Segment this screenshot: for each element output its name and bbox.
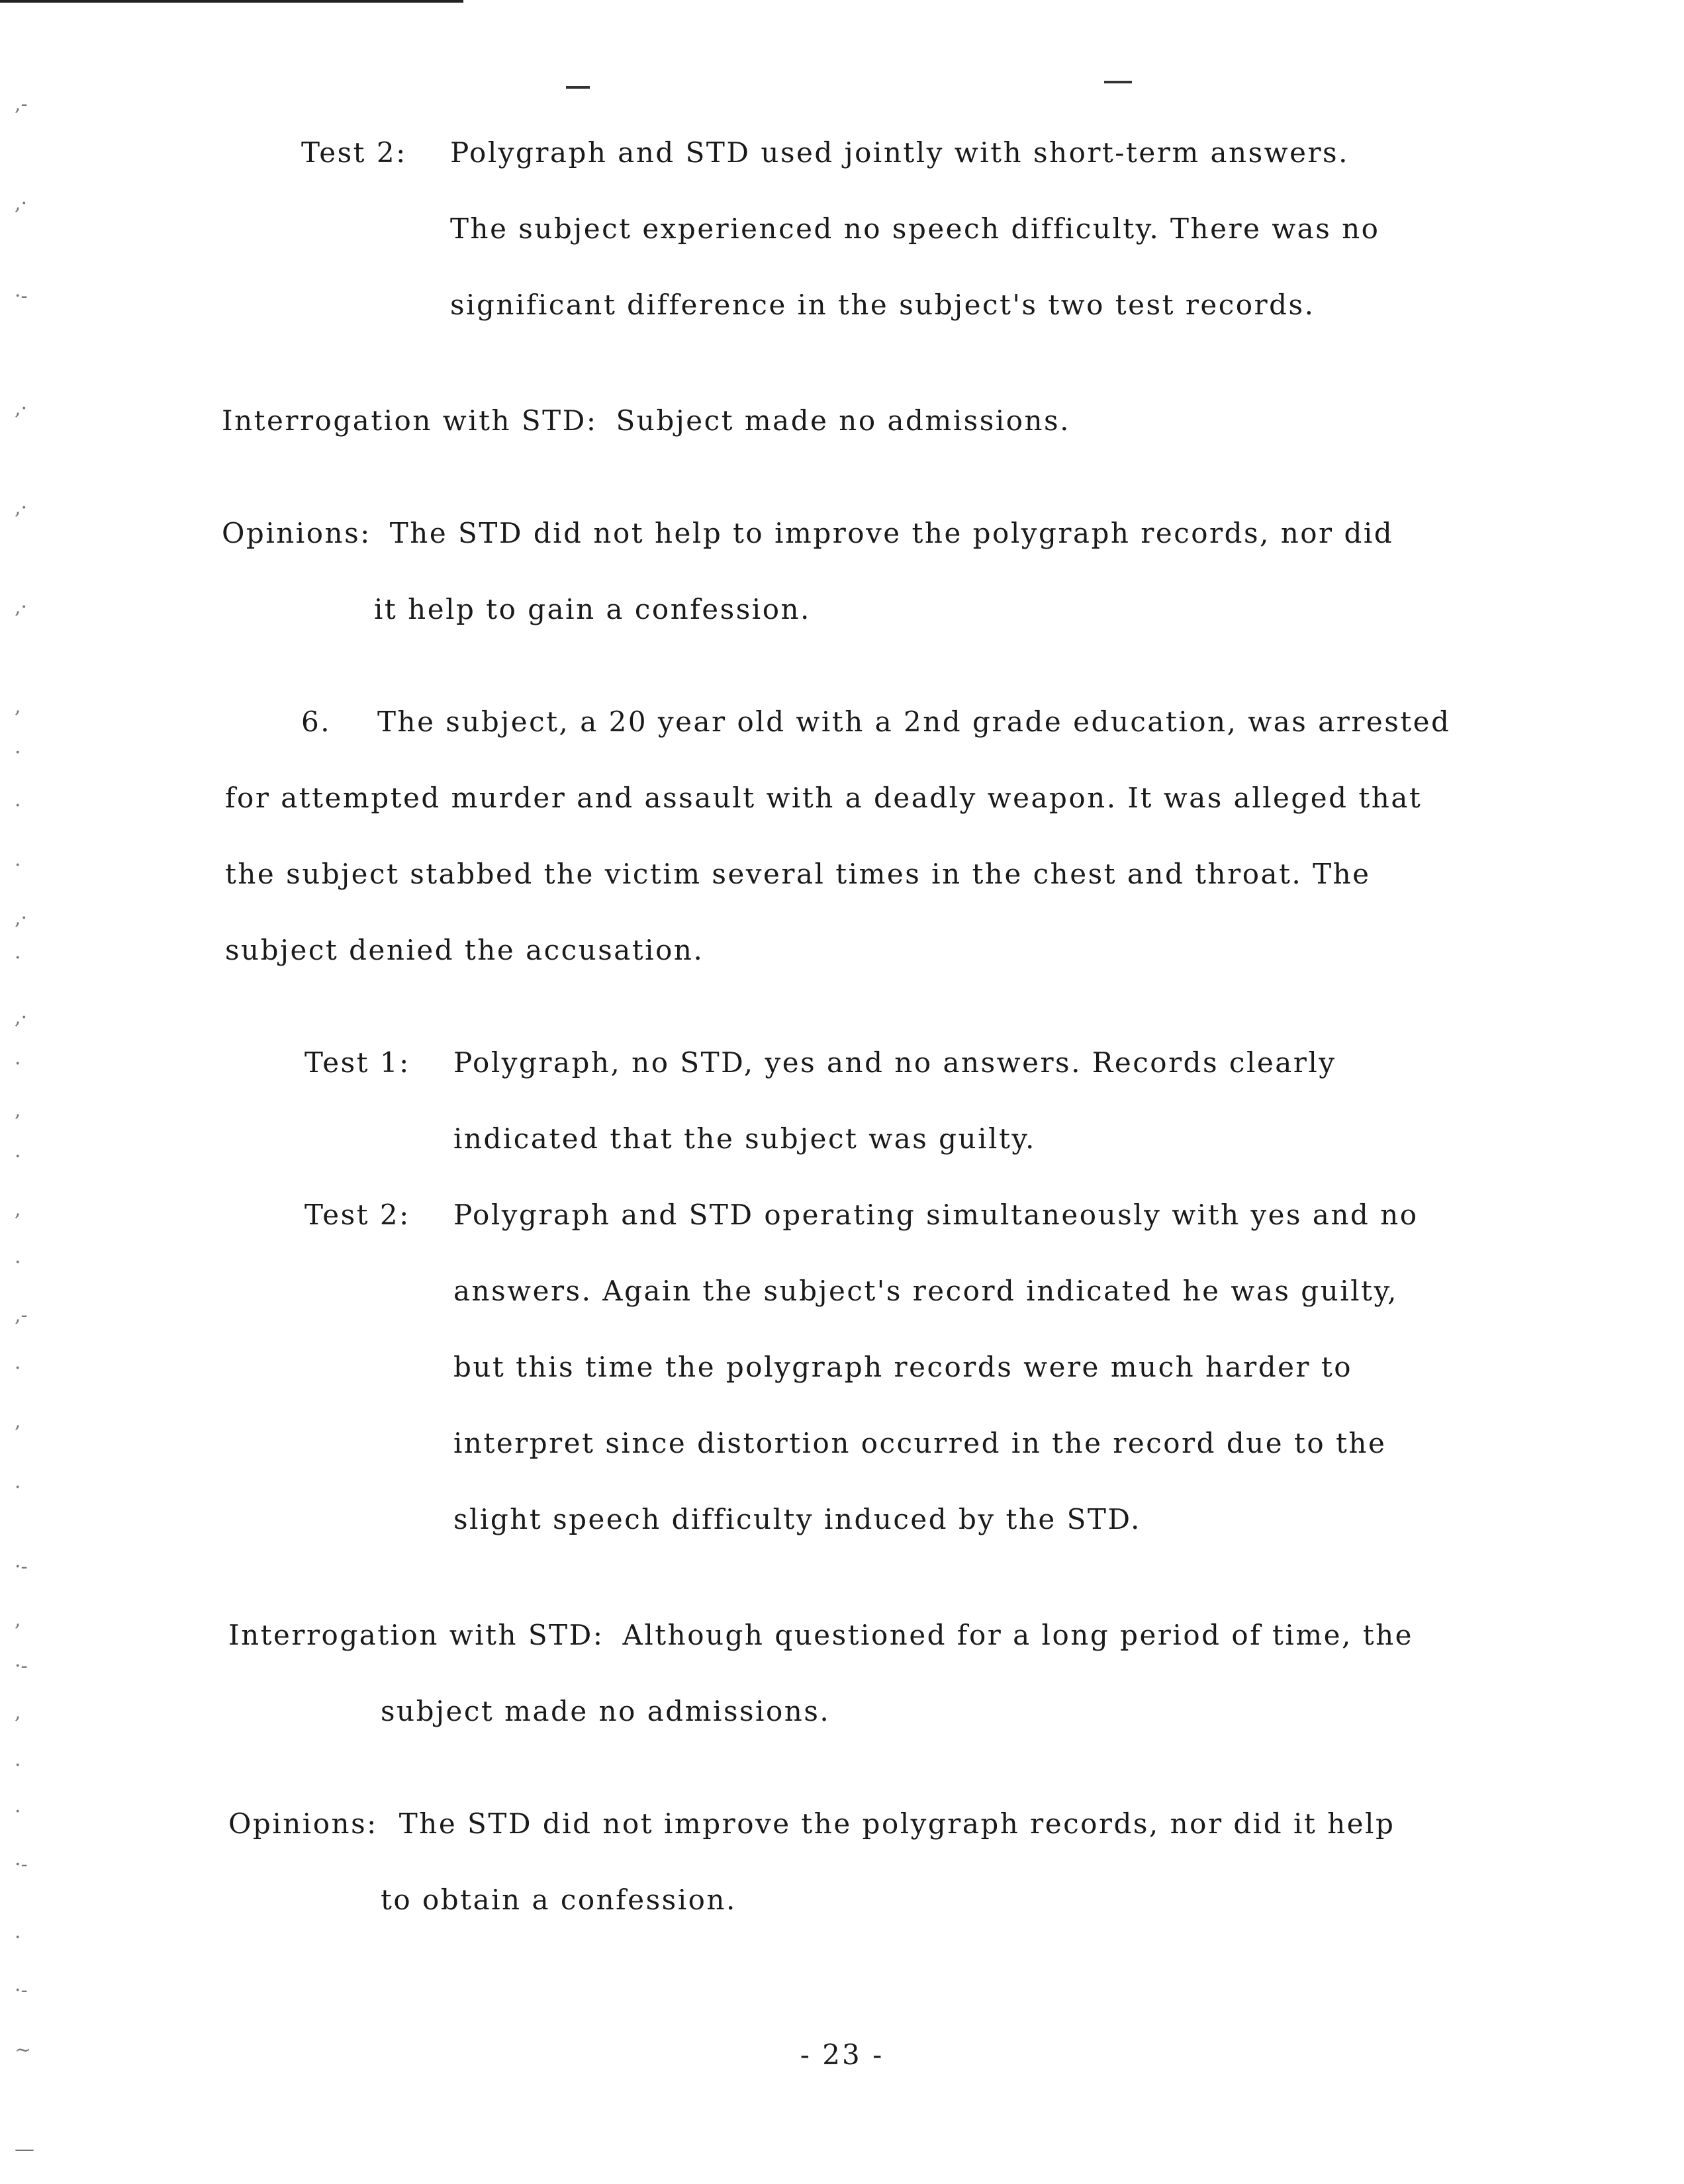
body-line: it help to gain a confession. [374,593,811,625]
body-line: Although questioned for a long period of time, the [622,1619,1413,1651]
body-line: interpret since distortion occurred in the record due to the [453,1427,1387,1459]
body-line: The subject experienced no speech difficulty. There was no [450,212,1380,245]
body-line: indicated that the subject was guilty. [453,1122,1036,1155]
body-line: Polygraph and STD operating simultaneously with yes and no [453,1199,1419,1231]
section-label: Opinions: [228,1807,378,1840]
body-line: The STD did not improve the polygraph records, nor did it help [398,1807,1395,1840]
binding-margin-marks: ,- ,· ·- ,· ,· ,· , · · · ,· · ,· · , · , · ,- · , · ·- , ·- , · · ·- · ·- ~ — [15,93,34,2161]
body-line: The subject, a 20 year old with a 2nd grade education, was arrested [377,705,1451,738]
body-line: for attempted murder and assault with a deadly weapon. It was alleged that [225,782,1423,814]
body-line: Subject made no admissions. [616,404,1070,437]
body-line: The STD did not help to improve the polygraph records, nor did [389,517,1394,549]
body-line: answers. Again the subject's record indicated he was guilty, [453,1275,1398,1307]
header-dash-right [1104,81,1132,83]
body-line: but this time the polygraph records were much harder to [453,1351,1353,1383]
header-dash-left [566,86,590,89]
body-line: Polygraph and STD used jointly with short-term answers. [450,136,1349,169]
section-label: Test 2: [301,136,407,169]
body-line: the subject stabbed the victim several times in the chest and throat. The [225,858,1371,890]
body-line: slight speech difficulty induced by the STD. [453,1503,1141,1535]
section-label: Interrogation with STD: [228,1619,604,1651]
body-line: Polygraph, no STD, yes and no answers. Records clearly [453,1046,1336,1079]
section-label: Opinions: [222,517,371,549]
paragraph-number: 6. [301,705,332,738]
body-line: subject made no admissions. [381,1695,831,1727]
section-label: Interrogation with STD: [222,404,598,437]
body-line: to obtain a confession. [381,1884,737,1916]
top-edge-rule [0,0,463,3]
section-label: Test 2: [304,1199,410,1231]
body-line: significant difference in the subject's two test records. [450,289,1315,321]
body-line: subject denied the accusation. [225,934,704,966]
page-number: - 23 - [800,2038,884,2071]
section-label: Test 1: [304,1046,410,1079]
